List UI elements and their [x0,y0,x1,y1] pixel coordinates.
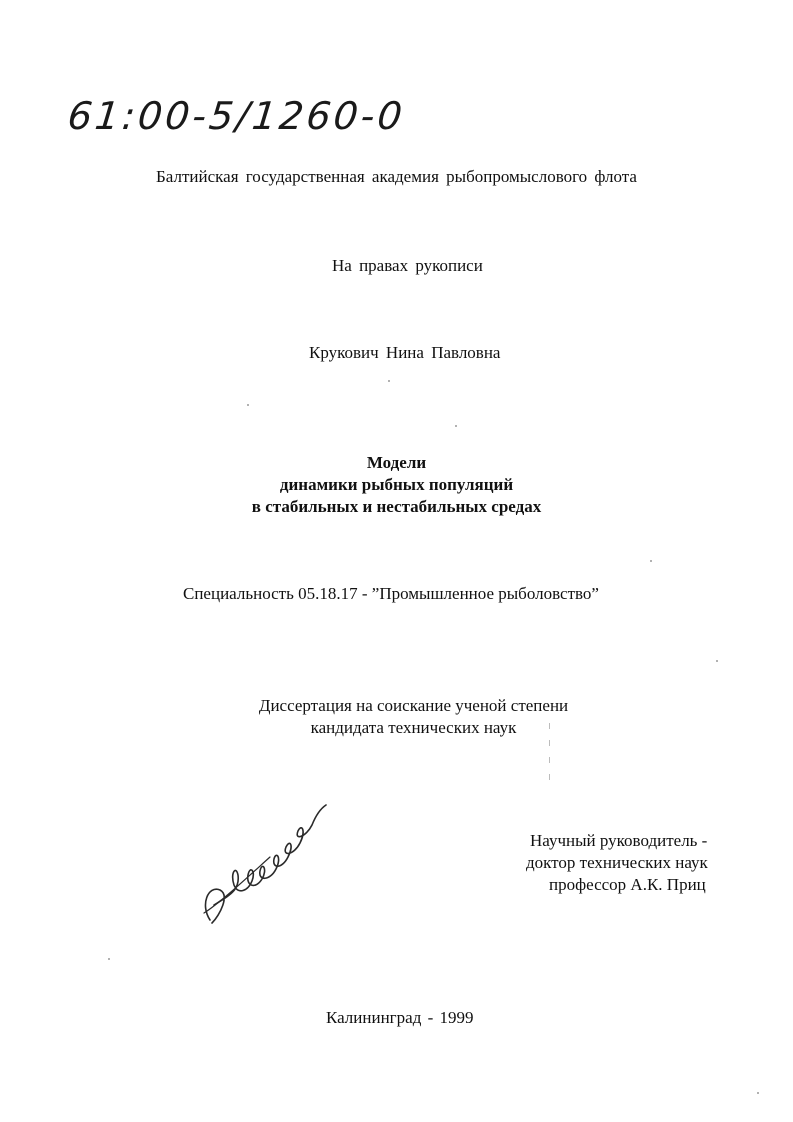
scan-speck [108,958,110,960]
dissertation-degree-line-2: кандидата технических наук [310,718,517,737]
title-line-3: в стабильных и нестабильных средах [251,497,542,516]
dissertation-degree-line-1: Диссертация на соискание ученой степени [258,696,569,715]
supervisor-line-2: доктор технических наук [526,853,708,872]
author-name: Крукович Нина Павловна [309,343,501,362]
supervisor-line-3: профессор А.К. Приц [549,875,706,894]
catalog-number-handwritten: 61:00-5/1260-0 [65,94,408,138]
supervisor-line-1: Научный руководитель - [530,831,708,850]
scan-mark [549,723,550,729]
city-and-year: Калининград - 1999 [326,1008,474,1027]
scan-speck [247,404,249,406]
scan-mark [549,757,550,763]
scan-speck [716,660,718,662]
manuscript-rights: На правах рукописи [332,256,483,275]
scan-mark [549,774,550,780]
author-signature [190,795,340,935]
scan-mark [549,740,550,746]
title-line-1: Модели [366,453,427,472]
scan-speck [650,560,652,562]
scan-speck [757,1092,759,1094]
scan-speck [388,380,390,382]
institution-name: Балтийская государственная академия рыбопромыслового флота [156,167,637,186]
scan-speck [455,425,457,427]
specialty: Специальность 05.18.17 - ”Промышленное рыболовство” [183,584,599,603]
title-line-2: динамики рыбных популяций [279,475,514,494]
